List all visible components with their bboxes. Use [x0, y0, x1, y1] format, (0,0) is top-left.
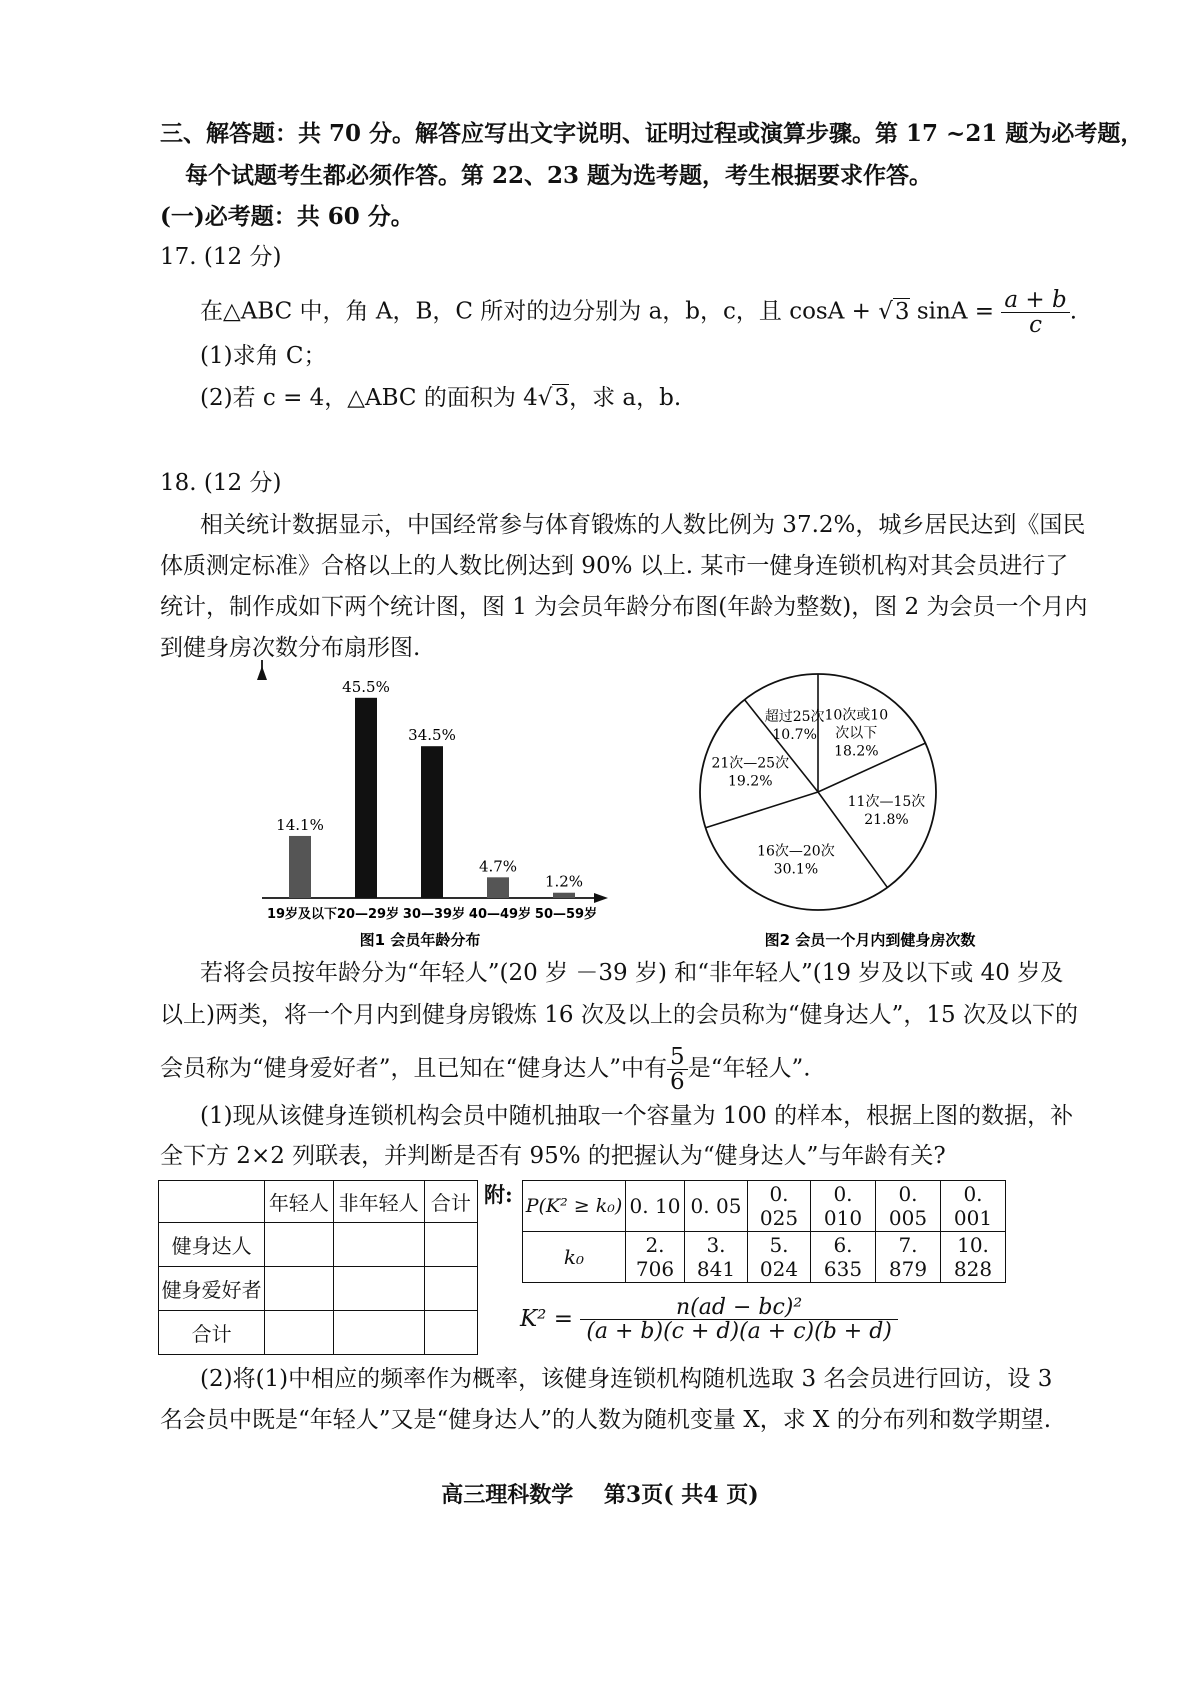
critical-table-k-value: 6. 635 — [811, 1232, 876, 1283]
bar-label-1: 45.5% — [342, 677, 390, 696]
critical-table-k-value: 7. 879 — [876, 1232, 941, 1283]
q18-part1-line1: (1)现从该健身连锁机构会员中随机抽取一个容量为 100 的样本，根据上图的数据，补 — [200, 1103, 1074, 1129]
age-bar-chart — [240, 660, 660, 960]
bar-category-0: 19岁及以下 — [266, 907, 338, 922]
bar-label-4: 1.2% — [544, 872, 584, 891]
critical-table-prob-value: 0. 10 — [626, 1181, 685, 1232]
bar-2 — [421, 746, 443, 898]
contingency-header-young: 年轻人 — [265, 1181, 333, 1223]
contingency-cell[interactable] — [265, 1223, 333, 1267]
critical-table-prob-value: 0. 05 — [685, 1181, 748, 1232]
contingency-cell[interactable] — [333, 1267, 424, 1311]
appendix-label: 附: — [484, 1182, 513, 1207]
pie-label-0-0: 10次或10 — [824, 707, 889, 724]
contingency-cell[interactable] — [265, 1311, 333, 1355]
pie-slice-3 — [706, 792, 818, 828]
pie-label-4-1: 10.7% — [772, 727, 817, 744]
contingency-cell[interactable] — [333, 1223, 424, 1267]
critical-value-table — [522, 1180, 1006, 1283]
critical-table-prob-value: 0. 025 — [748, 1181, 811, 1232]
q17-part1: (1)求角 C； — [200, 343, 327, 369]
bar-0 — [289, 836, 311, 898]
critical-table-k-header: k₀ — [523, 1232, 626, 1283]
pie-label-2-1: 30.1% — [773, 861, 819, 878]
section-heading-line1: 三、解答题：共 70 分。解答应写出文字说明、证明过程或演算步骤。第 17 ~21 题为必考题， — [160, 120, 1144, 147]
bar-label-0: 14.1% — [276, 815, 324, 834]
contingency-cell[interactable] — [424, 1311, 477, 1355]
q17-part2: (2)若 c = 4，△ABC 的面积为 4√3，求 a，b. — [200, 385, 682, 411]
bar-category-1: 20—29岁 — [336, 907, 400, 922]
section-heading-line2: 每个试题考生都必须作答。第 22、23 题为选考题，考生根据要求作答。 — [185, 162, 933, 189]
q18-para2-line1: 若将会员按年龄分为“年轻人”(20 岁 －39 岁) 和“非年轻人”(19 岁及以下或 40 岁及 — [200, 960, 1064, 986]
pie-label-2-0: 16次—20次 — [757, 843, 835, 860]
q18-header: 18. (12 分) — [160, 470, 282, 496]
q17-header: 17. (12 分) — [160, 244, 282, 270]
bar-label-2: 34.5% — [408, 726, 456, 745]
contingency-header-blank — [159, 1181, 265, 1223]
pie-label-1-1: 21.8% — [864, 812, 909, 829]
critical-table-prob-value: 0. 010 — [811, 1181, 876, 1232]
critical-table-prob-value: 0. 005 — [876, 1181, 941, 1232]
contingency-table — [158, 1180, 478, 1355]
pie-label-0-1: 次以下 — [835, 725, 878, 742]
q18-para1-line4: 到健身房次数分布扇形图. — [160, 635, 421, 661]
q18-para1-line1: 相关统计数据显示，中国经常参与体育锻炼的人数比例为 37.2%，城乡居民达到《国民 — [200, 512, 1086, 538]
q18-part2-line1: (2)将(1)中相应的频率作为概率，该健身连锁机构随机选取 3 名会员进行回访，设 3 — [200, 1366, 1053, 1392]
pie-chart-title: 图2 会员一个月内到健身房次数 — [764, 931, 976, 949]
critical-table-k-value: 5. 024 — [748, 1232, 811, 1283]
pie-label-0-2: 18.2% — [834, 743, 879, 760]
contingency-row-total: 合计 — [159, 1311, 265, 1355]
q18-part1-line2: 全下方 2×2 列联表，并判断是否有 95% 的把握认为“健身达人”与年龄有关? — [160, 1143, 946, 1169]
contingency-header-total: 合计 — [424, 1181, 477, 1223]
pie-label-3-1: 19.2% — [728, 773, 773, 790]
critical-table-prob-header: P(K² ≥ k₀) — [523, 1181, 626, 1232]
contingency-row-fitness-fan: 健身爱好者 — [159, 1267, 265, 1311]
contingency-header-nonyoung: 非年轻人 — [333, 1181, 424, 1223]
section-subheading: (一)必考题：共 60 分。 — [160, 203, 414, 230]
contingency-row-fitness-pro: 健身达人 — [159, 1223, 265, 1267]
k-squared-formula: K² = $\frac{\text{n(ad − bc)²}}{(a + b)(c + d)(a + c)(b + d)}$ — [520, 1296, 898, 1343]
q18-para2-line2: 以上)两类，将一个月内到健身房锻炼 16 次及以上的会员称为“健身达人”，15 次及以下的 — [160, 1002, 1078, 1028]
contingency-cell[interactable] — [424, 1267, 477, 1311]
critical-table-k-value: 10. 828 — [941, 1232, 1006, 1283]
bar-label-3: 4.7% — [478, 857, 518, 876]
critical-table-k-value: 2. 706 — [626, 1232, 685, 1283]
bar-4 — [553, 893, 575, 898]
q18-para1-line3: 统计，制作成如下两个统计图，图 1 为会员年龄分布图(年龄为整数)，图 2 为会员一个月内 — [160, 594, 1088, 620]
q18-para2-line3: 会员称为“健身爱好者”，且已知在“健身达人”中有 $\frac{5}{6}$ 是“年轻人”. — [160, 1044, 811, 1096]
bar-3 — [487, 877, 509, 898]
pie-label-4-0: 超过25次 — [764, 709, 825, 726]
bar-category-4: 50—59岁 — [534, 907, 598, 922]
visits-pie-chart — [690, 660, 1050, 960]
q18-para1-line2: 体质测定标准》合格以上的人数比例达到 90% 以上. 某市一健身连锁机构对其会员进行了 — [160, 553, 1069, 579]
bar-chart-title: 图1 会员年龄分布 — [359, 931, 481, 949]
bar-category-2: 30—39岁 — [402, 907, 466, 922]
pie-label-3-0: 21次—25次 — [711, 755, 790, 772]
contingency-cell[interactable] — [265, 1267, 333, 1311]
critical-table-k-value: 3. 841 — [685, 1232, 748, 1283]
bar-category-3: 40—49岁 — [468, 907, 532, 922]
contingency-cell[interactable] — [424, 1223, 477, 1267]
page-footer: 高三理科数学 第3页( 共4 页) — [441, 1482, 759, 1508]
pie-label-1-0: 11次—15次 — [847, 794, 926, 811]
bar-1 — [355, 698, 377, 898]
q18-part2-line2: 名会员中既是“年轻人”又是“健身达人”的人数为随机变量 X，求 X 的分布列和数学期望. — [160, 1407, 1052, 1433]
contingency-cell[interactable] — [333, 1311, 424, 1355]
critical-table-prob-value: 0. 001 — [941, 1181, 1006, 1232]
q17-stem: 在△ABC 中，角 A，B，C 所对的边分别为 a，b，c，且 cosA + √3 sinA = $\frac{a + b}{c}$ . — [200, 287, 1077, 339]
